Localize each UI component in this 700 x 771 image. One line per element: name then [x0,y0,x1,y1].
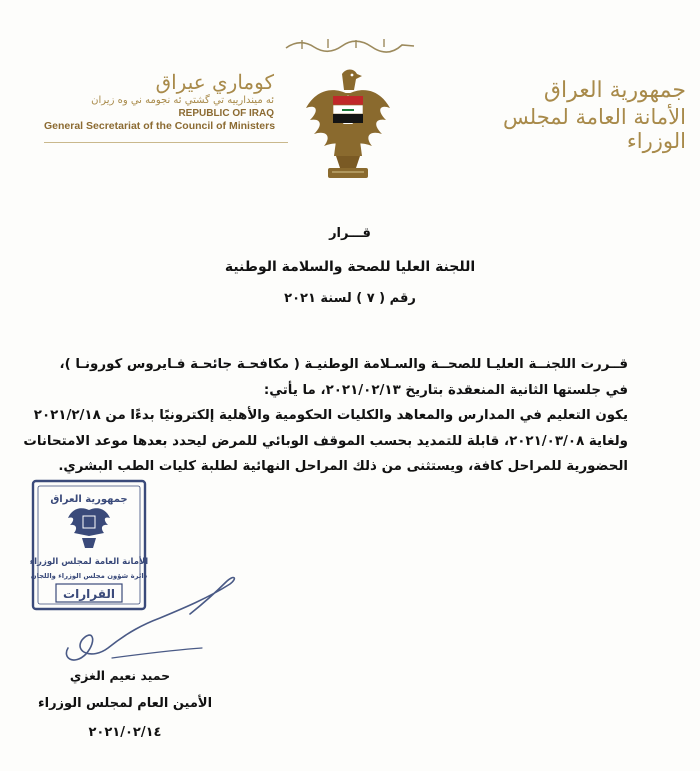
body-line: قــررت اللجنــة العليـا للصحــة والسـلامة الوطنيـة ( مكافحـة جائحـة فـايروس كورونـا )، [59,357,628,372]
header-kurdish-secretariat: ئه ميندارييه تي گشتي ئه نجومه ني وه زيران [91,95,274,106]
stamp-department: دائرة شؤون مجلس الوزراء واللجان [30,572,148,580]
header-rule [44,142,288,143]
stamp-country: جمهورية العراق [50,494,128,505]
eagle-emblem-icon [302,64,394,188]
header-country: جمهورية العراق [543,78,686,103]
header-secretariat: الأمانة العامة لمجلس الوزراء [502,105,686,153]
decision-number: رقم ( ٧ ) لسنة ٢٠٢١ [284,291,416,306]
handwritten-signature [52,562,242,672]
body-line: يكون التعليم في المدارس والمعاهد والكليات الحكومية والأهلية إلكترونيًا بدءًا من ٢٠٢١/٢/١٨ [33,408,628,423]
header-english-secretariat: General Secretariat of the Council of Ministers [44,120,276,132]
document-type: قـــرار [329,226,371,241]
signature-date: ٢٠٢١/٠٢/١٤ [88,725,162,740]
header-left [44,70,284,132]
stamp-secretariat: الأمانة العامة لمجلس الوزراء [30,557,148,567]
body-line: الحضورية للمراحل كافة، ويستثنى من ذلك المراحل النهائية لطلبة كليات الطب البشري. [58,459,628,474]
header-arabic [446,78,686,153]
signatory-name: حميد نعيم الغزي [69,668,171,683]
stamp-decisions: القرارات [63,587,115,601]
decision-body [23,352,628,480]
body-line: ولغاية ٢٠٢١/٠٣/٠٨، قابلة للتمديد بحسب الموقف الوبائي للمرض ليحدد بعدها موعد الامتحانات [23,433,628,449]
signatory-title: الأمين العام لمجلس الوزراء [37,696,213,711]
header-kurdish-country: كوماري عيراق [155,70,274,94]
committee-name: اللجنة العليا للصحة والسلامة الوطنية [224,259,476,275]
calligraphy-motto [280,34,420,54]
header-english-country: REPUBLIC OF IRAQ [178,108,274,119]
body-line: في جلستها الثانية المنعقدة بتاريخ ٢٠٢١/٠٢/١٣، ما يأتي: [263,382,628,398]
